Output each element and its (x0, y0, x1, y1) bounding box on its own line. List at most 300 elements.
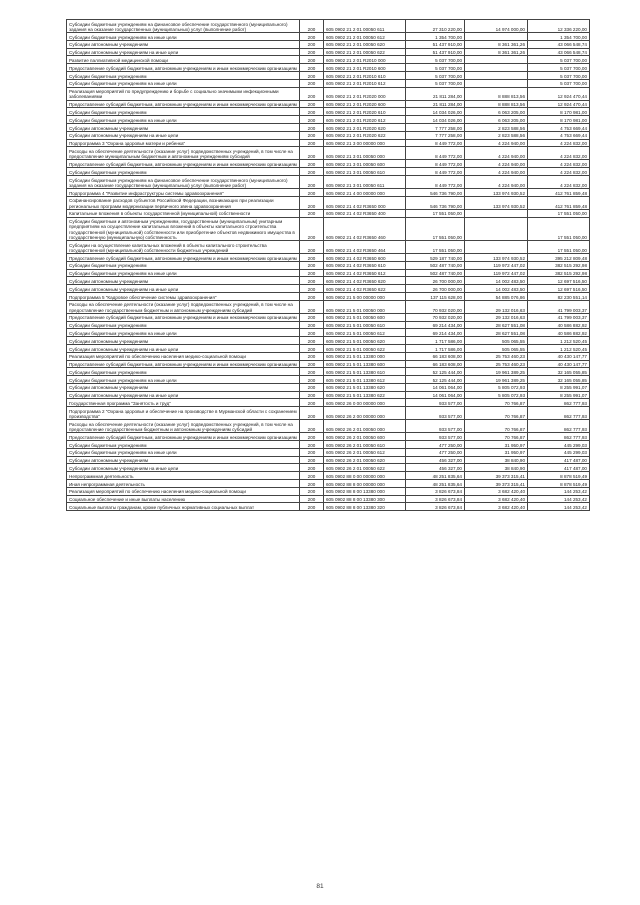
row-executed-cell: 29 132 016,63 (465, 300, 528, 313)
row-remaining-cell: 4 224 832,00 (528, 139, 590, 147)
table-row (67, 131, 590, 139)
row-name-cell: Субсидии бюджетным учреждениям (67, 368, 300, 376)
row-name-cell: Субсидии автономным учреждениям (67, 40, 300, 48)
row-name-cell: Субсидии бюджетным учреждениям (67, 261, 300, 269)
table-row (67, 277, 590, 285)
row-name-cell: Субсидии бюджетным и автономным учреждениям, государственным (муниципальным) унитарным предприятиям на осуществление капитальных вложений в объекты капитального строительства государственной (муниципальной) собственности или приобретение объектов недвижимого имущества в государственную (муниципальную) собственность (67, 217, 300, 240)
row-executed-cell: 3 682 420,40 (465, 487, 528, 495)
table-row (67, 20, 590, 33)
table-row (67, 71, 590, 79)
row-name-cell: Субсидии бюджетным учреждениям (67, 321, 300, 329)
row-remaining-cell: 382 515 292,98 (528, 269, 590, 277)
row-executed-cell: 133 974 930,52 (465, 253, 528, 261)
row-ved-code-cell: 200 (300, 433, 324, 441)
row-ved-code-cell: 200 (300, 321, 324, 329)
table-row (67, 360, 590, 368)
row-budget-code-cell: 605 0902 26 2 01 00050 612 (324, 448, 406, 456)
row-name-cell: Подпрограмма 2 "Охрана здоровья и обеспечение на производстве в Мурманской области с сохранением производства" (67, 407, 300, 420)
page-number: 81 (316, 883, 324, 890)
budget-table (66, 19, 590, 511)
row-remaining-cell: 4 753 669,44 (528, 123, 590, 131)
row-name-cell: Субсидии автономным учреждениям на иные цели (67, 344, 300, 352)
row-name-cell: Предоставление субсидий бюджетным, автономным учреждениям и иным некоммерческим организациям (67, 360, 300, 368)
row-ved-code-cell: 200 (300, 108, 324, 116)
table-row (67, 87, 590, 100)
row-ved-code-cell: 200 (300, 420, 324, 433)
row-budget-code-cell: 605 0902 26 2 01 00050 600 (324, 433, 406, 441)
row-approved-cell: 8 449 772,00 (406, 139, 465, 147)
row-budget-code-cell: 605 0902 26 2 01 00050 620 (324, 456, 406, 464)
row-ved-code-cell: 200 (300, 285, 324, 293)
row-ved-code-cell: 200 (300, 79, 324, 87)
table-row (67, 79, 590, 87)
row-remaining-cell: 862 777,93 (528, 399, 590, 407)
row-name-cell: Субсидии бюджетным учреждениям на иные цели (67, 79, 300, 87)
row-ved-code-cell: 200 (300, 383, 324, 391)
row-executed-cell: 8 361 361,26 (465, 40, 528, 48)
row-ved-code-cell: 200 (300, 209, 324, 217)
row-name-cell: Субсидии автономным учреждениям (67, 277, 300, 285)
row-executed-cell: 19 961 389,25 (465, 368, 528, 376)
row-remaining-cell: 12 336 220,00 (528, 20, 590, 33)
row-approved-cell: 5 037 700,00 (406, 64, 465, 72)
row-remaining-cell: 4 753 669,44 (528, 131, 590, 139)
row-ved-code-cell: 200 (300, 277, 324, 285)
row-approved-cell: 69 214 434,00 (406, 321, 465, 329)
table-row (67, 269, 590, 277)
row-approved-cell: 14 061 064,00 (406, 391, 465, 399)
row-budget-code-cell: 605 0902 21 2 01 R2010 600 (324, 64, 406, 72)
row-approved-cell: 70 932 020,00 (406, 313, 465, 321)
row-name-cell: Субсидии автономным учреждениям на иные цели (67, 131, 300, 139)
row-executed-cell: 2 823 588,56 (465, 131, 528, 139)
row-approved-cell: 48 251 835,64 (406, 480, 465, 488)
row-approved-cell: 477 250,00 (406, 448, 465, 456)
row-executed-cell (465, 79, 528, 87)
row-approved-cell: 5 037 700,00 (406, 56, 465, 64)
row-remaining-cell: 395 212 809,48 (528, 253, 590, 261)
row-remaining-cell: 144 253,42 (528, 487, 590, 495)
row-approved-cell: 14 061 064,00 (406, 383, 465, 391)
row-name-cell: Капитальные вложения в объекты государственной (муниципальной) собственности (67, 209, 300, 217)
row-executed-cell: 31 950,97 (465, 441, 528, 449)
row-name-cell: Предоставление субсидий бюджетным, автономным учреждениям и иным некоммерческим организациям (67, 433, 300, 441)
table-row (67, 376, 590, 384)
row-approved-cell: 8 449 772,00 (406, 168, 465, 176)
row-budget-code-cell: 605 0902 21 4 02 R3650 000 (324, 196, 406, 209)
row-remaining-cell: 8 878 519,49 (528, 480, 590, 488)
table-row (67, 48, 590, 56)
row-name-cell: Иная непрограммная деятельность (67, 480, 300, 488)
row-remaining-cell: 12 697 516,50 (528, 285, 590, 293)
row-ved-code-cell: 200 (300, 487, 324, 495)
row-name-cell: Субсидии бюджетным учреждениям на иные цели (67, 269, 300, 277)
row-approved-cell: 477 250,00 (406, 441, 465, 449)
row-budget-code-cell: 605 0902 21 2 01 00050 622 (324, 48, 406, 56)
table-row (67, 480, 590, 488)
row-ved-code-cell: 200 (300, 196, 324, 209)
row-remaining-cell: 862 777,93 (528, 420, 590, 433)
row-name-cell: Непрограммная деятельность (67, 472, 300, 480)
row-executed-cell (465, 64, 528, 72)
row-budget-code-cell: 605 0902 21 3 00 00000 000 (324, 139, 406, 147)
row-name-cell: Предоставление субсидий бюджетным, автономным учреждениям и иным некоммерческим организациям (67, 160, 300, 168)
table-row (67, 321, 590, 329)
row-executed-cell (465, 240, 528, 253)
table-row (67, 407, 590, 420)
row-ved-code-cell: 200 (300, 87, 324, 100)
row-executed-cell: 505 065,55 (465, 344, 528, 352)
row-name-cell: Государственная программа "Занятость и труд" (67, 399, 300, 407)
row-approved-cell: 456 327,00 (406, 456, 465, 464)
row-approved-cell: 52 125 444,00 (406, 368, 465, 376)
table-row (67, 147, 590, 160)
row-name-cell: Реализация мероприятий по обеспечению населения медико-социальной помощи (67, 352, 300, 360)
row-remaining-cell: 412 761 859,48 (528, 188, 590, 196)
row-name-cell: Субсидии автономным учреждениям на иные цели (67, 391, 300, 399)
row-remaining-cell: 144 253,42 (528, 503, 590, 511)
row-ved-code-cell: 200 (300, 368, 324, 376)
row-remaining-cell: 417 487,00 (528, 464, 590, 472)
table-row (67, 503, 590, 511)
row-executed-cell: 4 224 940,00 (465, 160, 528, 168)
row-name-cell: Субсидии бюджетным учреждениям на иные цели (67, 116, 300, 124)
row-ved-code-cell: 200 (300, 329, 324, 337)
row-remaining-cell: 41 799 003,37 (528, 313, 590, 321)
row-budget-code-cell: 605 0902 21 4 02 R3650 460 (324, 217, 406, 240)
row-name-cell: Расходы на обеспечение деятельности (оказание услуг) подведомственных учреждений, в том числе на предоставление государственным бюджетным и автономным учреждениям субсидий (67, 420, 300, 433)
row-executed-cell: 28 627 551,08 (465, 321, 528, 329)
row-ved-code-cell: 200 (300, 448, 324, 456)
table-row (67, 383, 590, 391)
table-row (67, 285, 590, 293)
row-budget-code-cell: 605 0902 21 4 00 00000 000 (324, 188, 406, 196)
row-remaining-cell: 43 066 548,74 (528, 48, 590, 56)
row-approved-cell: 1 354 700,00 (406, 33, 465, 41)
row-executed-cell (465, 217, 528, 240)
table-row (67, 56, 590, 64)
row-approved-cell: 5 037 700,00 (406, 79, 465, 87)
table-row (67, 487, 590, 495)
row-approved-cell: 546 736 790,00 (406, 196, 465, 209)
row-remaining-cell: 12 924 470,44 (528, 87, 590, 100)
row-approved-cell: 3 826 673,84 (406, 495, 465, 503)
row-name-cell: Субсидии бюджетным учреждениям (67, 108, 300, 116)
row-executed-cell: 4 224 940,00 (465, 147, 528, 160)
row-budget-code-cell: 605 0902 21 3 01 00050 600 (324, 160, 406, 168)
row-ved-code-cell: 200 (300, 292, 324, 300)
row-remaining-cell: 4 224 832,00 (528, 168, 590, 176)
row-budget-code-cell: 605 0902 21 4 02 R3650 400 (324, 209, 406, 217)
row-name-cell: Софинансирование расходов субъектов Российской Федерации, возникающих при реализации региональных программ модернизации первичного звена здравоохранения (67, 196, 300, 209)
row-name-cell: Расходы на обеспечение деятельности (оказание услуг) подведомственных учреждений, в том числе на предоставление муниципальным бюджетным и автономным учреждениям субсидий (67, 147, 300, 160)
row-executed-cell: 2 823 588,56 (465, 123, 528, 131)
row-ved-code-cell: 200 (300, 20, 324, 33)
table-row (67, 64, 590, 72)
row-remaining-cell: 382 515 292,98 (528, 261, 590, 269)
row-remaining-cell: 862 777,93 (528, 433, 590, 441)
row-approved-cell: 502 487 740,00 (406, 269, 465, 277)
table-row (67, 456, 590, 464)
row-remaining-cell: 445 299,03 (528, 448, 590, 456)
row-remaining-cell: 12 697 516,50 (528, 277, 590, 285)
row-budget-code-cell: 605 0902 26 2 01 00050 622 (324, 464, 406, 472)
row-ved-code-cell: 200 (300, 160, 324, 168)
row-budget-code-cell: 605 0902 21 2 01 R2020 620 (324, 123, 406, 131)
row-remaining-cell: 17 551 050,00 (528, 209, 590, 217)
row-name-cell: Подпрограмма 4 "Развитие инфраструктуры системы здравоохранения" (67, 188, 300, 196)
row-remaining-cell: 144 253,42 (528, 495, 590, 503)
row-budget-code-cell: 605 0902 26 0 00 00000 000 (324, 399, 406, 407)
row-remaining-cell: 5 037 700,00 (528, 71, 590, 79)
row-ved-code-cell: 200 (300, 261, 324, 269)
table-row (67, 495, 590, 503)
row-ved-code-cell: 200 (300, 240, 324, 253)
row-ved-code-cell: 200 (300, 253, 324, 261)
row-budget-code-cell: 605 0902 21 2 01 00050 612 (324, 33, 406, 41)
row-executed-cell: 8 888 813,56 (465, 87, 528, 100)
row-approved-cell: 21 811 284,00 (406, 87, 465, 100)
row-remaining-cell: 445 299,03 (528, 441, 590, 449)
row-name-cell: Субсидии автономным учреждениям (67, 337, 300, 345)
row-executed-cell: 39 373 315,41 (465, 480, 528, 488)
row-remaining-cell: 40 586 882,92 (528, 321, 590, 329)
row-executed-cell (465, 209, 528, 217)
row-remaining-cell: 4 224 832,00 (528, 160, 590, 168)
row-name-cell: Предоставление субсидий бюджетным, автономным учреждениям и иным некоммерческим организациям (67, 313, 300, 321)
table-row (67, 472, 590, 480)
table-row (67, 33, 590, 41)
row-approved-cell: 456 327,00 (406, 464, 465, 472)
row-executed-cell: 70 766,87 (465, 433, 528, 441)
row-name-cell: Субсидии бюджетным учреждениям на иные цели (67, 448, 300, 456)
row-budget-code-cell: 605 0902 21 2 01 R2020 612 (324, 116, 406, 124)
row-budget-code-cell: 605 0902 21 4 02 R3650 610 (324, 261, 406, 269)
table-row (67, 139, 590, 147)
row-approved-cell: 69 214 434,00 (406, 329, 465, 337)
row-approved-cell: 66 183 608,00 (406, 360, 465, 368)
row-executed-cell: 505 065,55 (465, 337, 528, 345)
row-approved-cell: 48 251 835,64 (406, 472, 465, 480)
row-ved-code-cell: 200 (300, 131, 324, 139)
row-ved-code-cell: 200 (300, 123, 324, 131)
row-executed-cell: 4 224 940,00 (465, 175, 528, 188)
row-executed-cell: 38 840,90 (465, 464, 528, 472)
table-row (67, 217, 590, 240)
row-remaining-cell: 412 761 859,48 (528, 196, 590, 209)
row-ved-code-cell: 200 (300, 269, 324, 277)
row-executed-cell: 70 766,87 (465, 407, 528, 420)
row-budget-code-cell: 605 0902 21 2 01 R2020 610 (324, 108, 406, 116)
row-remaining-cell: 8 255 991,07 (528, 383, 590, 391)
budget-table-body (67, 20, 590, 511)
row-name-cell: Субсидии бюджетным учреждениям (67, 441, 300, 449)
row-executed-cell: 54 885 076,86 (465, 292, 528, 300)
row-remaining-cell: 17 551 050,00 (528, 240, 590, 253)
row-budget-code-cell: 605 0902 88 8 00 00000 000 (324, 480, 406, 488)
row-ved-code-cell: 200 (300, 352, 324, 360)
row-executed-cell: 25 753 460,23 (465, 352, 528, 360)
row-remaining-cell: 417 487,00 (528, 456, 590, 464)
row-budget-code-cell: 605 0902 21 5 01 00050 610 (324, 321, 406, 329)
row-executed-cell: 133 974 930,52 (465, 188, 528, 196)
row-remaining-cell: 82 230 551,14 (528, 292, 590, 300)
row-ved-code-cell: 200 (300, 175, 324, 188)
row-remaining-cell: 8 255 991,07 (528, 391, 590, 399)
row-budget-code-cell: 605 0902 21 3 01 00050 611 (324, 175, 406, 188)
table-row (67, 420, 590, 433)
row-ved-code-cell: 200 (300, 100, 324, 108)
row-remaining-cell: 32 165 055,85 (528, 376, 590, 384)
row-ved-code-cell: 200 (300, 188, 324, 196)
row-approved-cell: 70 932 020,00 (406, 300, 465, 313)
row-approved-cell: 14 034 026,00 (406, 116, 465, 124)
table-row (67, 168, 590, 176)
row-remaining-cell: 862 777,93 (528, 407, 590, 420)
row-approved-cell: 546 736 790,00 (406, 188, 465, 196)
row-approved-cell: 8 449 772,00 (406, 160, 465, 168)
row-name-cell: Реализация мероприятий по обеспечению населения медико-социальной помощи (67, 487, 300, 495)
row-executed-cell (465, 33, 528, 41)
row-budget-code-cell: 605 0902 21 2 01 00050 611 (324, 20, 406, 33)
row-budget-code-cell: 605 0902 21 3 01 00050 610 (324, 168, 406, 176)
table-row (67, 344, 590, 352)
row-name-cell: Подпрограмма 3 "Охрана здоровья матери и ребенка" (67, 139, 300, 147)
row-name-cell: Субсидии автономным учреждениям на иные цели (67, 285, 300, 293)
row-remaining-cell: 32 165 055,85 (528, 368, 590, 376)
row-budget-code-cell: 605 0902 88 8 00 13380 300 (324, 495, 406, 503)
row-budget-code-cell: 605 0902 26 2 01 00050 610 (324, 441, 406, 449)
row-executed-cell: 70 766,87 (465, 399, 528, 407)
row-executed-cell (465, 71, 528, 79)
row-ved-code-cell: 200 (300, 337, 324, 345)
row-executed-cell: 70 766,87 (465, 420, 528, 433)
row-executed-cell: 38 840,90 (465, 456, 528, 464)
table-row (67, 209, 590, 217)
row-executed-cell: 39 373 315,41 (465, 472, 528, 480)
row-name-cell: Субсидии автономным учреждениям на иные цели (67, 48, 300, 56)
row-budget-code-cell: 605 0902 21 4 02 R3650 622 (324, 285, 406, 293)
row-budget-code-cell: 605 0902 21 4 02 R3650 600 (324, 253, 406, 261)
row-remaining-cell: 5 037 700,00 (528, 79, 590, 87)
table-row (67, 391, 590, 399)
row-remaining-cell: 41 799 003,37 (528, 300, 590, 313)
table-row (67, 160, 590, 168)
row-remaining-cell: 12 924 470,44 (528, 100, 590, 108)
row-executed-cell: 8 361 361,26 (465, 48, 528, 56)
row-approved-cell: 51 437 910,00 (406, 48, 465, 56)
row-budget-code-cell: 605 0902 21 2 01 R2020 600 (324, 100, 406, 108)
row-ved-code-cell: 200 (300, 116, 324, 124)
row-name-cell: Социальное обеспечение и иные выплаты населению (67, 495, 300, 503)
row-ved-code-cell: 200 (300, 48, 324, 56)
row-budget-code-cell: 605 0902 21 3 01 00050 000 (324, 147, 406, 160)
row-budget-code-cell: 605 0902 21 5 01 13380 610 (324, 368, 406, 376)
row-remaining-cell: 5 037 700,00 (528, 64, 590, 72)
row-remaining-cell: 1 212 520,45 (528, 337, 590, 345)
table-row (67, 399, 590, 407)
table-row (67, 108, 590, 116)
row-ved-code-cell: 200 (300, 33, 324, 41)
table-row (67, 368, 590, 376)
row-executed-cell: 19 961 389,25 (465, 376, 528, 384)
row-approved-cell: 5 037 700,00 (406, 71, 465, 79)
row-name-cell: Субсидии бюджетным учреждениям на иные цели (67, 376, 300, 384)
row-approved-cell: 529 187 740,00 (406, 253, 465, 261)
row-approved-cell: 933 577,00 (406, 407, 465, 420)
row-ved-code-cell: 200 (300, 391, 324, 399)
row-budget-code-cell: 605 0902 88 8 00 13380 000 (324, 487, 406, 495)
row-remaining-cell: 1 212 520,45 (528, 344, 590, 352)
row-budget-code-cell: 605 0902 21 5 01 13380 000 (324, 352, 406, 360)
row-executed-cell: 14 002 483,50 (465, 285, 528, 293)
row-approved-cell: 26 700 000,00 (406, 277, 465, 285)
row-remaining-cell: 8 878 519,49 (528, 472, 590, 480)
row-name-cell: Предоставление субсидий бюджетным, автономным учреждениям и иным некоммерческим организациям (67, 100, 300, 108)
row-budget-code-cell: 605 0902 21 5 01 00050 622 (324, 344, 406, 352)
row-name-cell: Субсидии автономным учреждениям (67, 456, 300, 464)
row-executed-cell: 5 805 072,93 (465, 383, 528, 391)
row-name-cell: Предоставление субсидий бюджетным, автономным учреждениям и иным некоммерческим организациям (67, 253, 300, 261)
table-row (67, 175, 590, 188)
row-budget-code-cell: 605 0902 21 2 01 R2010 000 (324, 56, 406, 64)
table-row (67, 448, 590, 456)
row-ved-code-cell: 200 (300, 168, 324, 176)
row-executed-cell: 8 888 813,56 (465, 100, 528, 108)
table-row (67, 464, 590, 472)
row-executed-cell: 31 950,97 (465, 448, 528, 456)
row-budget-code-cell: 605 0902 21 2 01 R2010 610 (324, 71, 406, 79)
row-approved-cell: 933 577,00 (406, 399, 465, 407)
row-executed-cell: 28 627 551,08 (465, 329, 528, 337)
row-approved-cell: 3 826 673,84 (406, 487, 465, 495)
row-name-cell: Субсидии на осуществление капитальных вложений в объекты капитального строительства государственной (муниципальной) собственности бюджетных учреждений (67, 240, 300, 253)
row-executed-cell: 6 063 205,00 (465, 116, 528, 124)
row-executed-cell: 6 063 205,00 (465, 108, 528, 116)
table-row (67, 313, 590, 321)
row-executed-cell: 119 972 447,02 (465, 269, 528, 277)
row-budget-code-cell: 605 0902 21 2 01 R2010 612 (324, 79, 406, 87)
row-ved-code-cell: 200 (300, 503, 324, 511)
row-remaining-cell: 8 170 981,00 (528, 116, 590, 124)
row-executed-cell: 25 753 460,23 (465, 360, 528, 368)
row-name-cell: Субсидии бюджетным учреждениям на иные цели (67, 329, 300, 337)
row-ved-code-cell: 200 (300, 472, 324, 480)
row-approved-cell: 21 811 284,00 (406, 100, 465, 108)
row-budget-code-cell: 605 0902 21 4 02 R3650 464 (324, 240, 406, 253)
row-approved-cell: 52 125 444,00 (406, 376, 465, 384)
row-approved-cell: 17 551 050,00 (406, 240, 465, 253)
table-row (67, 240, 590, 253)
table-row (67, 261, 590, 269)
row-budget-code-cell: 605 0902 88 0 00 00000 000 (324, 472, 406, 480)
row-approved-cell: 933 577,00 (406, 420, 465, 433)
row-executed-cell (465, 56, 528, 64)
row-approved-cell: 8 449 772,00 (406, 147, 465, 160)
row-name-cell: Субсидии автономным учреждениям (67, 383, 300, 391)
row-name-cell: Расходы на обеспечение деятельности (оказание услуг) подведомственных учреждений, в том числе на предоставление государственным бюджетным и автономным учреждениям субсидий (67, 300, 300, 313)
row-name-cell: Подпрограмма 5 "Кадровое обеспечение системы здравоохранения" (67, 292, 300, 300)
row-ved-code-cell: 200 (300, 147, 324, 160)
row-executed-cell: 4 224 940,00 (465, 139, 528, 147)
row-ved-code-cell: 200 (300, 344, 324, 352)
row-budget-code-cell: 605 0902 21 2 01 R2020 000 (324, 87, 406, 100)
row-remaining-cell: 40 430 147,77 (528, 360, 590, 368)
row-remaining-cell: 40 586 882,92 (528, 329, 590, 337)
row-approved-cell: 1 717 586,00 (406, 344, 465, 352)
row-budget-code-cell: 605 0902 21 4 02 R3650 612 (324, 269, 406, 277)
row-budget-code-cell: 605 0902 21 5 00 00000 000 (324, 292, 406, 300)
